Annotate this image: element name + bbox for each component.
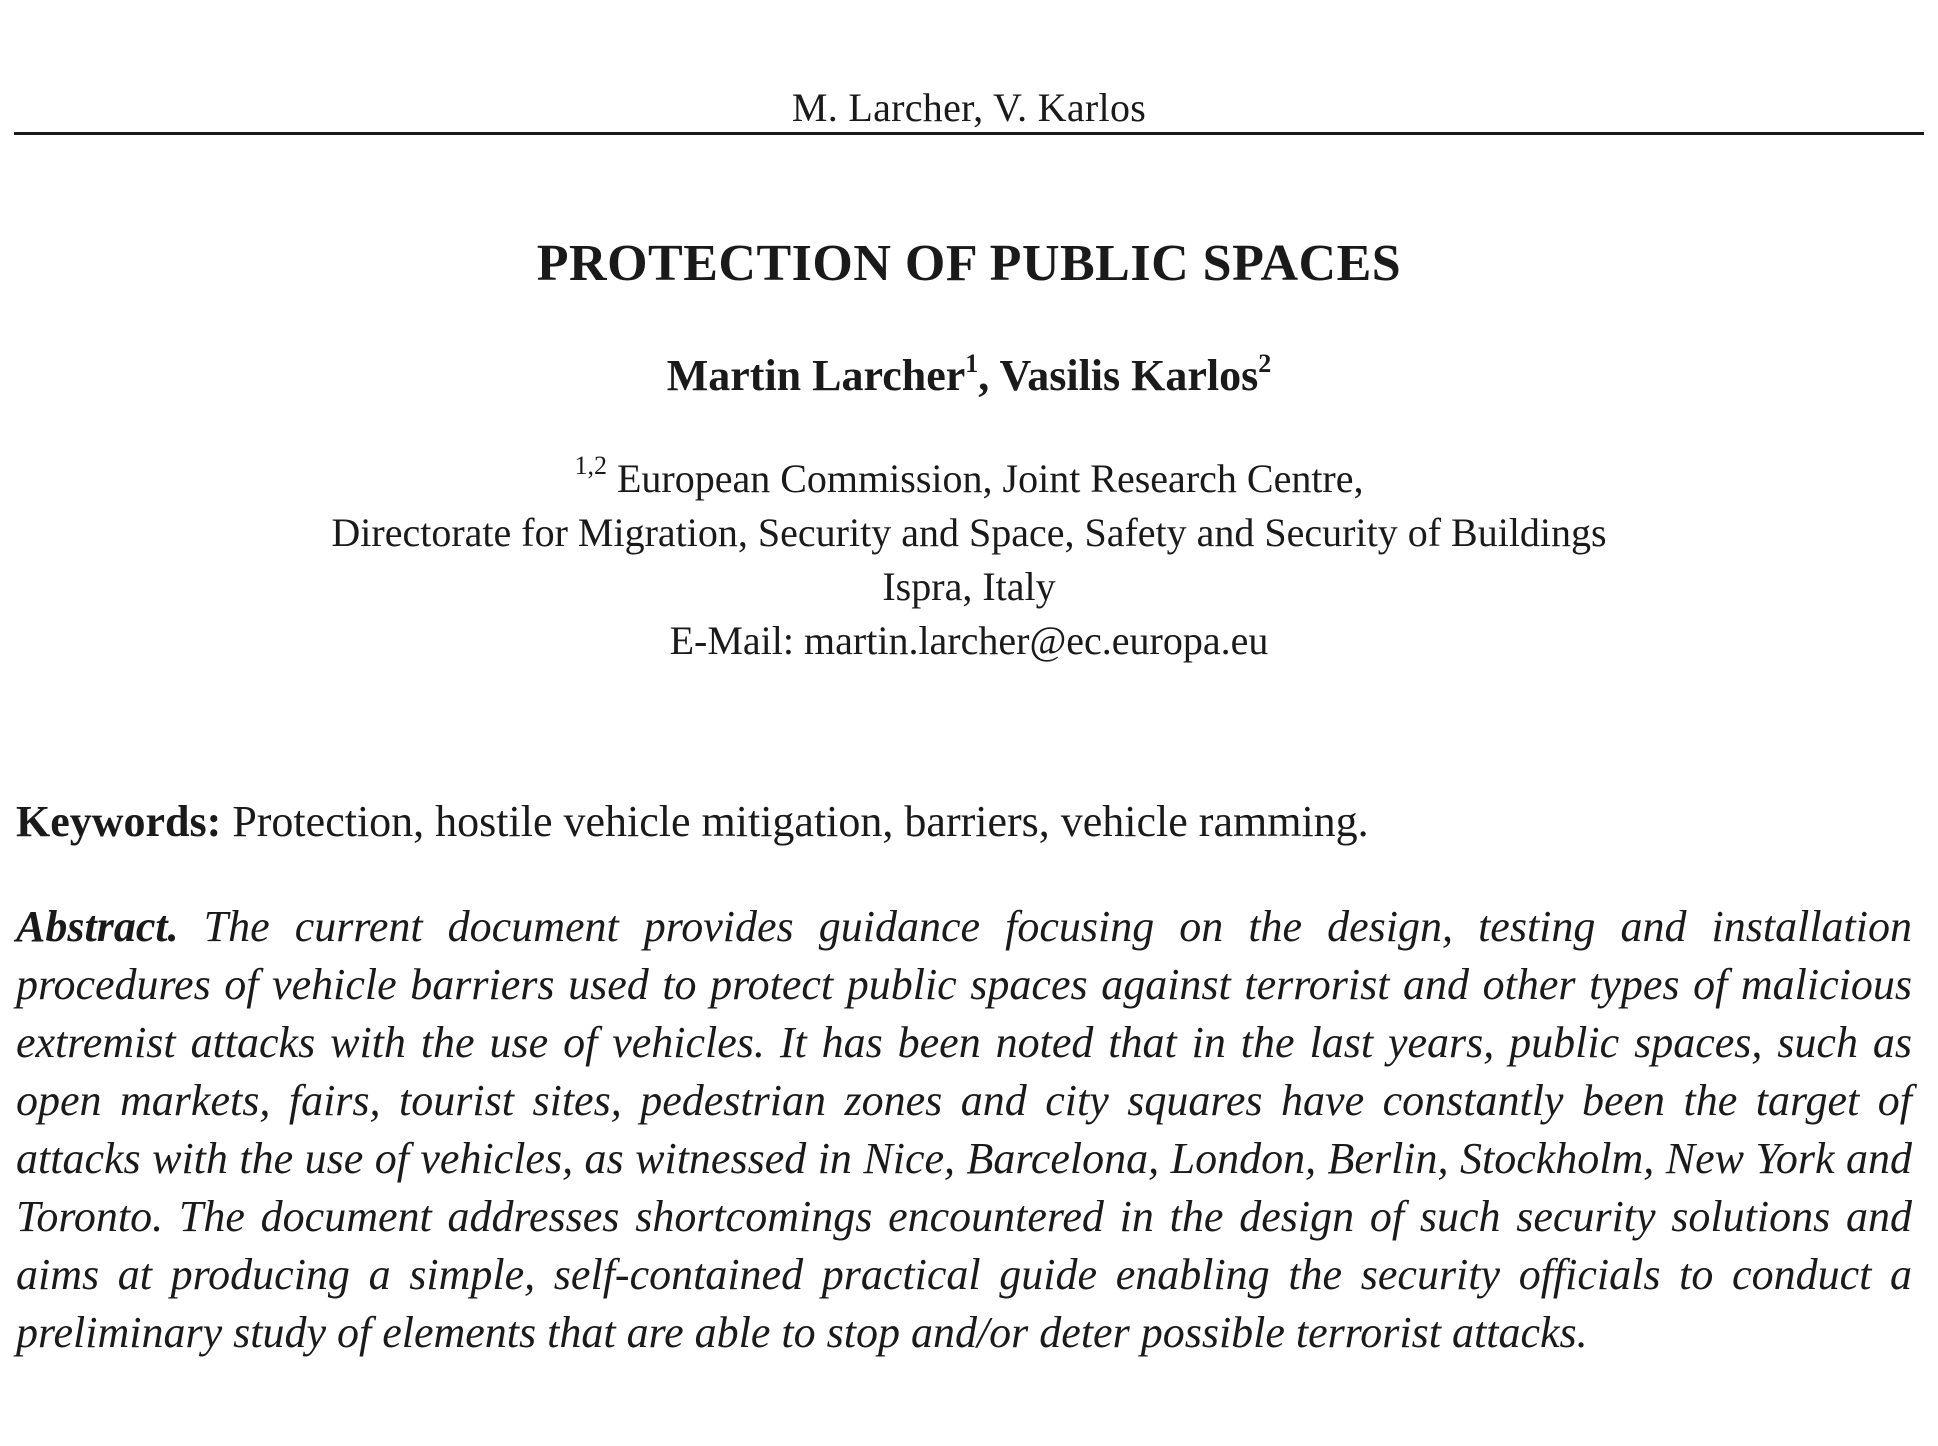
author-separator: , [978,351,1000,400]
author-line [0,348,1938,404]
running-head: M. Larcher, V. Karlos [791,85,1147,130]
affiliation-line-3: Ispra, Italy [882,564,1056,609]
header-rule [14,132,1924,135]
affiliation-mark: 1,2 [574,451,607,480]
paper-title: PROTECTION OF PUBLIC SPACES [536,235,1402,292]
abstract-label: Abstract. [16,902,179,951]
author-2-name: Vasilis Karlos [999,351,1259,400]
abstract-paragraph [16,898,1912,1362]
author-2-affiliation-mark: 2 [1258,349,1272,378]
affiliation-line-2: Directorate for Migration, Security and Space, Safety and Security of Buildings [331,510,1607,555]
author-1-affiliation-mark: 1 [965,349,979,378]
keywords-label: Keywords: [16,797,222,846]
affiliation-email: E-Mail: martin.larcher@ec.europa.eu [669,618,1269,663]
affiliation-institution: European Commission, Joint Research Centre, [606,456,1364,501]
affiliation-block [0,452,1938,668]
author-1-name: Martin Larcher [666,351,966,400]
keywords-paragraph [16,794,1926,850]
abstract-text: The current document provides guidance focusing on the design, testing and installation procedures of vehicle barriers used to protect public spaces against terrorist and other types of malicious extremist attacks with the use of vehicles. It has been noted that in the last years, public spaces, such as open markets, fairs, tourist sites, pedestrian zones and city squares have constantly been the target of attacks with the use of vehicles, as witnessed in Nice, Barcelona, London, Berlin, Stockholm, New York and Toronto. The document addresses shortcomings encountered in the design of such security solutions and aims at producing a simple, self-contained practical guide enabling the security officials to conduct a preliminary study of elements that are able to stop and/or deter possible terrorist attacks. [16,902,1912,1357]
keywords-text: Protection, hostile vehicle mitigation, barriers, vehicle ramming. [221,797,1369,846]
affiliation-line-1 [0,452,1938,506]
